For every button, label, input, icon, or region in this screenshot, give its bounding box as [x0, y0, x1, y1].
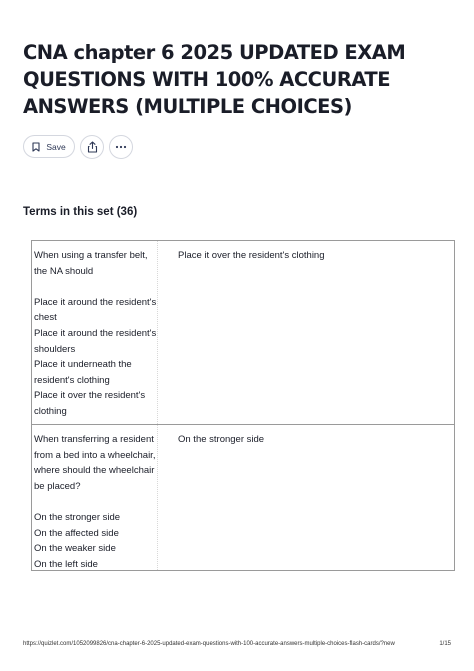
term-choice: Place it over the resident's clothing: [34, 390, 146, 417]
term-choice: On the left side: [34, 558, 98, 570]
term-card: [32, 425, 454, 570]
print-url: https://quizlet.com/1052099826/cna-chapter-6-2025-updated-exam-questions-with-100-accurate-answers-multiple-choices-flash-cards/?new: [23, 641, 395, 647]
term-choice: Place it underneath the resident's clothing: [34, 359, 132, 386]
term-choice: On the affected side: [34, 527, 119, 539]
definition-text: Place it over the resident's clothing: [178, 250, 325, 261]
term-side: [32, 241, 158, 424]
bookmark-icon: [32, 142, 40, 152]
share-icon: [87, 141, 98, 153]
page-number: 1/15: [439, 641, 451, 647]
term-choice: On the stronger side: [34, 511, 121, 523]
term-prompt: When transferring a resident from a bed into a wheelchair, where should the wheelchair be placed?: [34, 434, 156, 492]
term-choice: Place it around the resident's shoulders: [34, 327, 157, 355]
term-card: [32, 241, 454, 425]
save-button[interactable]: [23, 135, 75, 158]
share-button[interactable]: [80, 135, 104, 159]
terms-heading: Terms in this set (36): [23, 206, 138, 218]
definition-side: [158, 241, 454, 424]
term-prompt: When using a transfer belt, the NA should: [34, 250, 148, 277]
term-side: [32, 425, 158, 570]
terms-table: [31, 240, 455, 571]
term-choice: Place it around the resident's chest: [34, 296, 157, 324]
more-options-button[interactable]: [109, 135, 133, 159]
save-button-label: Save: [46, 141, 66, 152]
definition-side: [158, 425, 454, 570]
page-title: CNA chapter 6 2025 UPDATED EXAM QUESTIONS WITH 100% ACCURATE ANSWERS (MULTIPLE CHOICES): [23, 41, 406, 118]
more-icon: [115, 145, 127, 149]
term-choice: On the weaker side: [34, 543, 116, 555]
definition-text: On the stronger side: [178, 434, 265, 445]
